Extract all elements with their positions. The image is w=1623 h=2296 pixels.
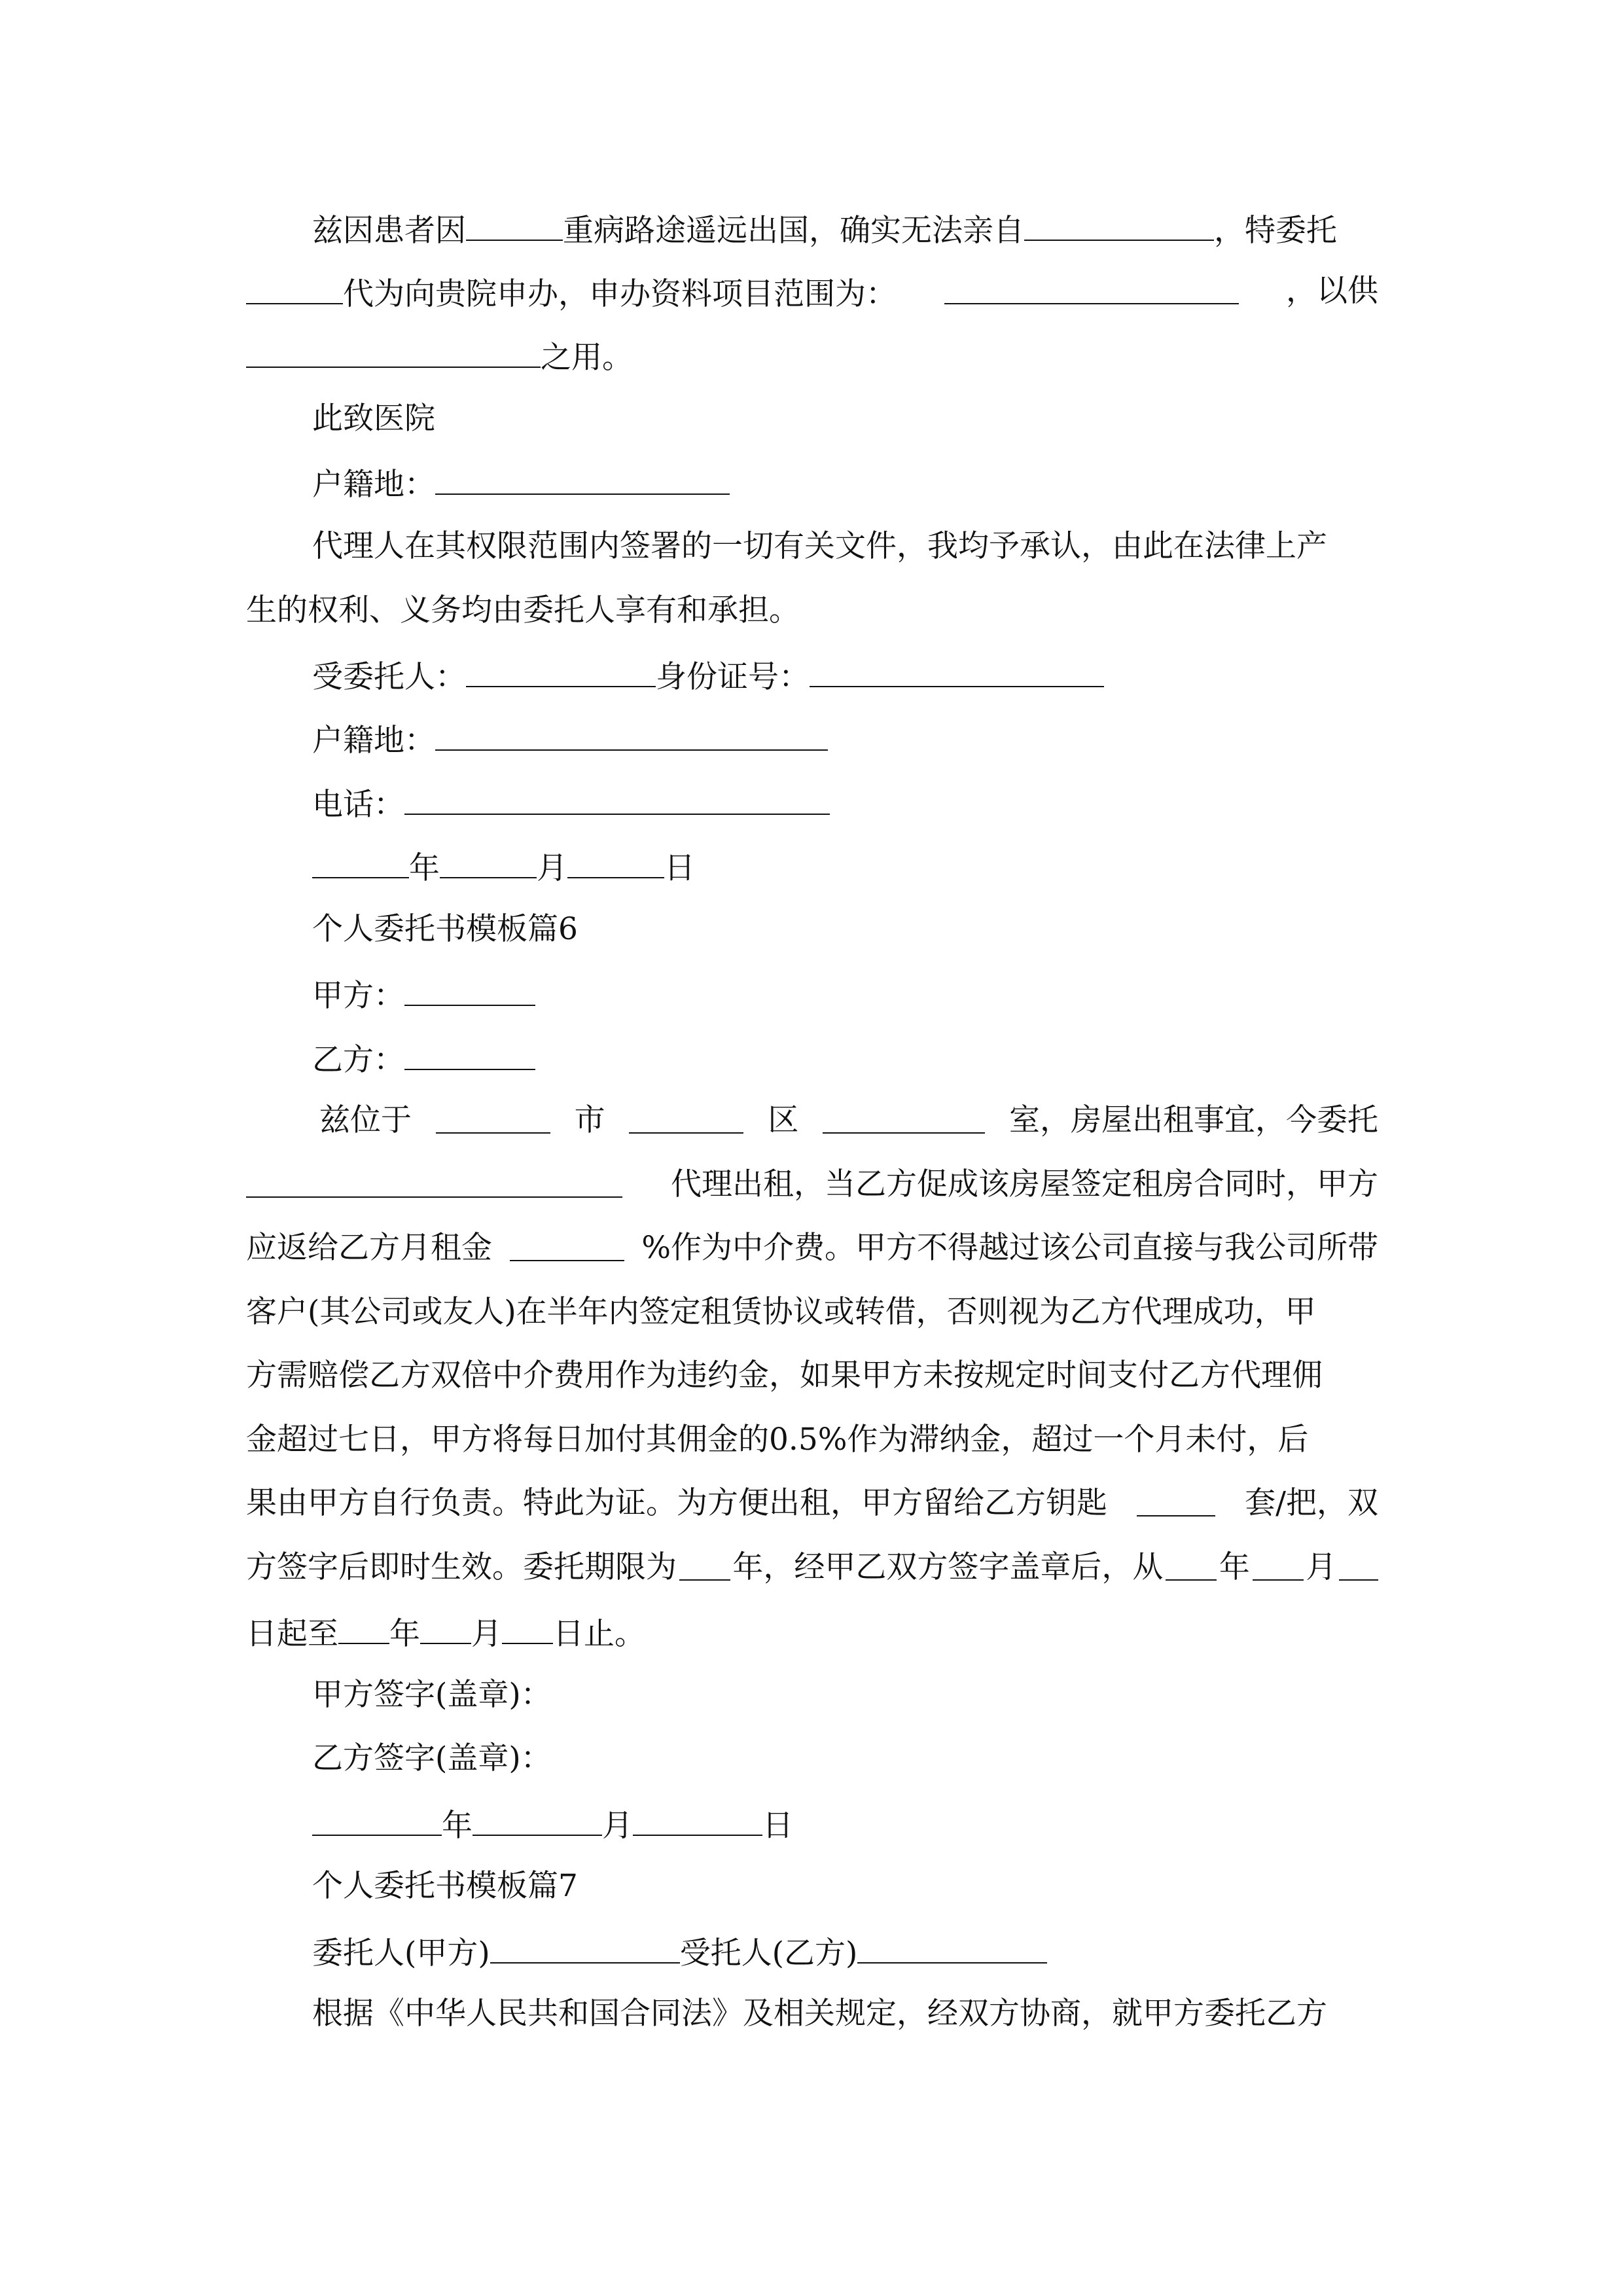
field-label: 身份证号： [656, 659, 810, 695]
text: 月 [471, 1616, 502, 1652]
text: 市 [574, 1102, 605, 1138]
blank-field [629, 1101, 743, 1134]
text: 兹位于 [319, 1102, 412, 1138]
blank-field [436, 1101, 550, 1134]
blank-field [502, 1611, 553, 1644]
field-label: 委托人(甲方) [312, 1935, 490, 1971]
field-label: 受委托人： [312, 659, 466, 695]
blank-field [679, 1548, 730, 1581]
text: 月 [537, 850, 567, 886]
blank-field [435, 462, 730, 495]
blank-field [440, 846, 537, 878]
paragraph-line [246, 1165, 1378, 1204]
text: 月 [602, 1808, 633, 1844]
text: 果由甲方自行负责。特此为证。为方便出租，甲方留给乙方钥匙 [246, 1485, 1107, 1521]
text: 室，房屋出租事宜，今委托 [1008, 1102, 1378, 1138]
blank-field [1024, 208, 1214, 241]
text: 代理出租，当乙方促成该房屋签定租房合同时，甲方 [671, 1166, 1378, 1202]
paragraph-line: 根据《中华人民共和国合同法》及相关规定，经双方协商，就甲方委托乙方 [312, 1996, 1327, 2032]
paragraph-line: 金超过七日，甲方将每日加付其佣金的0.5%作为滞纳金，超过一个月未付，后 [246, 1422, 1309, 1458]
field-line [312, 655, 1104, 694]
paragraph-line [246, 1484, 1378, 1523]
blank-field [510, 1229, 624, 1261]
field-line [312, 718, 828, 757]
blank-field [944, 272, 1239, 304]
blank-field [473, 1803, 602, 1836]
paragraph-line: 方需赔偿乙方双倍中介费用作为违约金，如果甲方未按规定时间支付乙方代理佣 [246, 1357, 1323, 1393]
field-line [312, 782, 830, 821]
blank-field [404, 1037, 535, 1070]
blank-field [857, 1931, 1047, 1964]
blank-field [466, 208, 563, 241]
paragraph-line [246, 1229, 1378, 1268]
paragraph-line [246, 1611, 645, 1651]
blank-field [633, 1803, 762, 1836]
field-label: 乙方： [312, 1042, 404, 1078]
text: 日 [762, 1808, 793, 1844]
text: 应返给乙方月租金 [246, 1230, 492, 1266]
field-line [312, 1931, 1047, 1970]
text: %作为中介费。甲方不得越过该公司直接与我公司所带 [641, 1230, 1378, 1266]
paragraph-line [246, 272, 1378, 311]
text: 年 [389, 1616, 420, 1652]
field-label: 甲方： [312, 978, 404, 1014]
text: ，以供 [1286, 273, 1378, 309]
text: 日起至 [246, 1616, 338, 1652]
blank-field [1137, 1484, 1215, 1516]
signature-label: 甲方签字(盖章)： [312, 1677, 552, 1713]
blank-field [338, 1611, 389, 1644]
blank-field [1166, 1548, 1217, 1581]
blank-field [312, 1803, 442, 1836]
text: 月 [1306, 1549, 1337, 1585]
blank-field [246, 272, 343, 304]
blank-field [810, 655, 1104, 687]
paragraph-line [246, 1101, 1378, 1140]
blank-field [1339, 1548, 1378, 1581]
blank-field [490, 1931, 680, 1964]
text: ，特委托 [1214, 213, 1337, 249]
section-heading: 个人委托书模板篇6 [312, 911, 578, 947]
text: 套/把，双 [1245, 1485, 1378, 1521]
field-line [312, 1037, 535, 1077]
blank-field [246, 335, 541, 368]
text: 方签字后即时生效。委托期限为 [246, 1549, 677, 1585]
field-label: 户籍地： [312, 723, 435, 759]
text: 日止。 [553, 1616, 645, 1652]
paragraph-line [246, 1548, 1378, 1587]
text: 年 [442, 1808, 473, 1844]
text: 年 [409, 850, 440, 886]
text: 区 [768, 1102, 799, 1138]
text: 代为向贵院申办，申办资料项目范围为： [343, 276, 897, 312]
field-line [312, 973, 535, 1013]
date-line [312, 1803, 793, 1842]
paragraph-line: 代理人在其权限范围内签署的一切有关文件，我均予承认，由此在法律上产 [312, 528, 1327, 564]
field-label: 受托人(乙方) [679, 1935, 858, 1971]
section-heading: 个人委托书模板篇7 [312, 1868, 578, 1904]
blank-field [435, 718, 828, 751]
blank-field [823, 1101, 985, 1134]
text: 之用。 [541, 340, 633, 376]
blank-field [404, 782, 830, 815]
blank-field [567, 846, 664, 878]
text: 兹因患者因 [312, 213, 466, 249]
paragraph-line: 客户(其公司或友人)在半年内签定租赁协议或转借，否则视为乙方代理成功，甲 [246, 1294, 1316, 1330]
field-line [312, 462, 730, 501]
blank-field [404, 973, 535, 1006]
date-line [312, 846, 695, 885]
paragraph-line: 生的权利、义务均由委托人享有和承担。 [246, 592, 800, 628]
blank-field [466, 655, 656, 687]
text: 日 [664, 850, 695, 886]
field-label: 电话： [312, 787, 404, 823]
paragraph-line [312, 208, 1337, 247]
closing-line: 此致医院 [312, 401, 435, 437]
field-label: 户籍地： [312, 467, 435, 503]
signature-label: 乙方签字(盖章)： [312, 1740, 552, 1776]
blank-field [246, 1165, 622, 1198]
blank-field [1253, 1548, 1304, 1581]
blank-field [312, 846, 409, 878]
text: 重病路途遥远出国，确实无法亲自 [563, 213, 1024, 249]
paragraph-line [246, 335, 633, 374]
text: 年，经甲乙双方签字盖章后，从 [732, 1549, 1164, 1585]
text: 年 [1219, 1549, 1250, 1585]
blank-field [420, 1611, 471, 1644]
